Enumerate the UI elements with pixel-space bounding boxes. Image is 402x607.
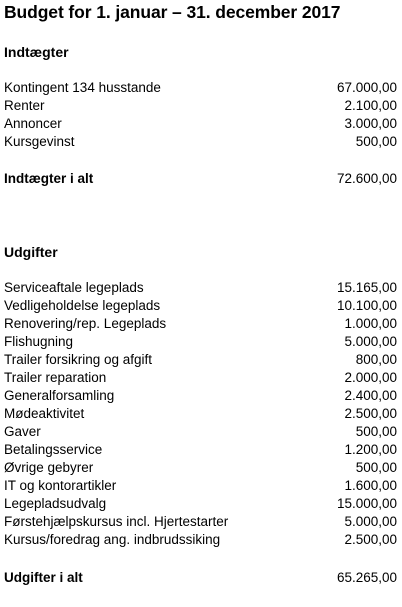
expense-row [4,513,397,531]
expense-row [4,477,397,495]
expense-amount: 15.000,00 [336,496,397,511]
expense-label: Serviceaftale legeplads [4,280,144,295]
income-label: Annoncer [4,116,62,131]
document-title: Budget for 1. januar – 31. december 2017 [4,2,341,22]
income-label: Renter [4,98,45,113]
expense-row [4,459,397,477]
income-label: Kursgevinst [4,134,75,149]
expense-amount: 1.000,00 [344,316,397,331]
income-heading: Indtægter [4,44,69,60]
expense-row [4,405,397,423]
expense-row [4,315,397,333]
income-row [4,133,397,151]
expense-label: Betalingsservice [4,442,103,457]
expense-amount: 800,00 [355,352,397,367]
expense-label: Mødeaktivitet [4,406,85,421]
expense-label: Førstehjælpskursus incl. Hjertestarter [4,514,229,529]
expense-amount: 500,00 [355,424,397,439]
income-total-amount: 72.600,00 [336,171,397,186]
expense-row [4,279,397,297]
income-row [4,79,397,97]
expense-amount: 1.600,00 [344,478,397,493]
expense-amount: 2.500,00 [344,406,397,421]
expense-label: Flishugning [4,334,74,349]
expense-row [4,297,397,315]
expense-label: Trailer reparation [4,370,107,385]
expense-amount: 2.500,00 [344,532,397,547]
income-total-label: Indtægter i alt [4,171,94,186]
income-amount: 500,00 [355,134,397,149]
expense-label: Generalforsamling [4,388,115,403]
expense-label: Gaver [4,424,41,439]
expense-row [4,387,397,405]
expense-amount: 2.000,00 [344,370,397,385]
expense-label: Vedligeholdelse legeplads [4,298,161,313]
income-row [4,97,397,115]
expense-row [4,351,397,369]
expense-label: Renovering/rep. Legeplads [4,316,167,331]
income-row [4,115,397,133]
expense-amount: 2.400,00 [344,388,397,403]
income-amount: 3.000,00 [344,116,397,131]
expense-row [4,531,397,549]
expenses-total-row [4,569,397,587]
expense-row [4,423,397,441]
expense-label: Øvrige gebyrer [4,460,94,475]
expense-row [4,495,397,513]
expense-amount: 1.200,00 [344,442,397,457]
expenses-heading: Udgifter [4,244,58,260]
expenses-total-label: Udgifter i alt [4,570,83,585]
expenses-total-amount: 65.265,00 [336,570,397,585]
expense-label: IT og kontorartikler [4,478,117,493]
expense-label: Trailer forsikring og afgift [4,352,153,367]
expense-row [4,333,397,351]
income-label: Kontingent 134 husstande [4,80,161,95]
expense-row [4,369,397,387]
income-amount: 2.100,00 [344,98,397,113]
expense-amount: 10.100,00 [336,298,397,313]
expense-amount: 500,00 [355,460,397,475]
expense-amount: 5.000,00 [344,514,397,529]
income-total-row [4,170,397,188]
income-amount: 67.000,00 [336,80,397,95]
expense-label: Legepladsudvalg [4,496,107,511]
expense-amount: 15.165,00 [336,280,397,295]
expense-label: Kursus/foredrag ang. indbrudssiking [4,532,221,547]
expense-amount: 5.000,00 [344,334,397,349]
expense-row [4,441,397,459]
